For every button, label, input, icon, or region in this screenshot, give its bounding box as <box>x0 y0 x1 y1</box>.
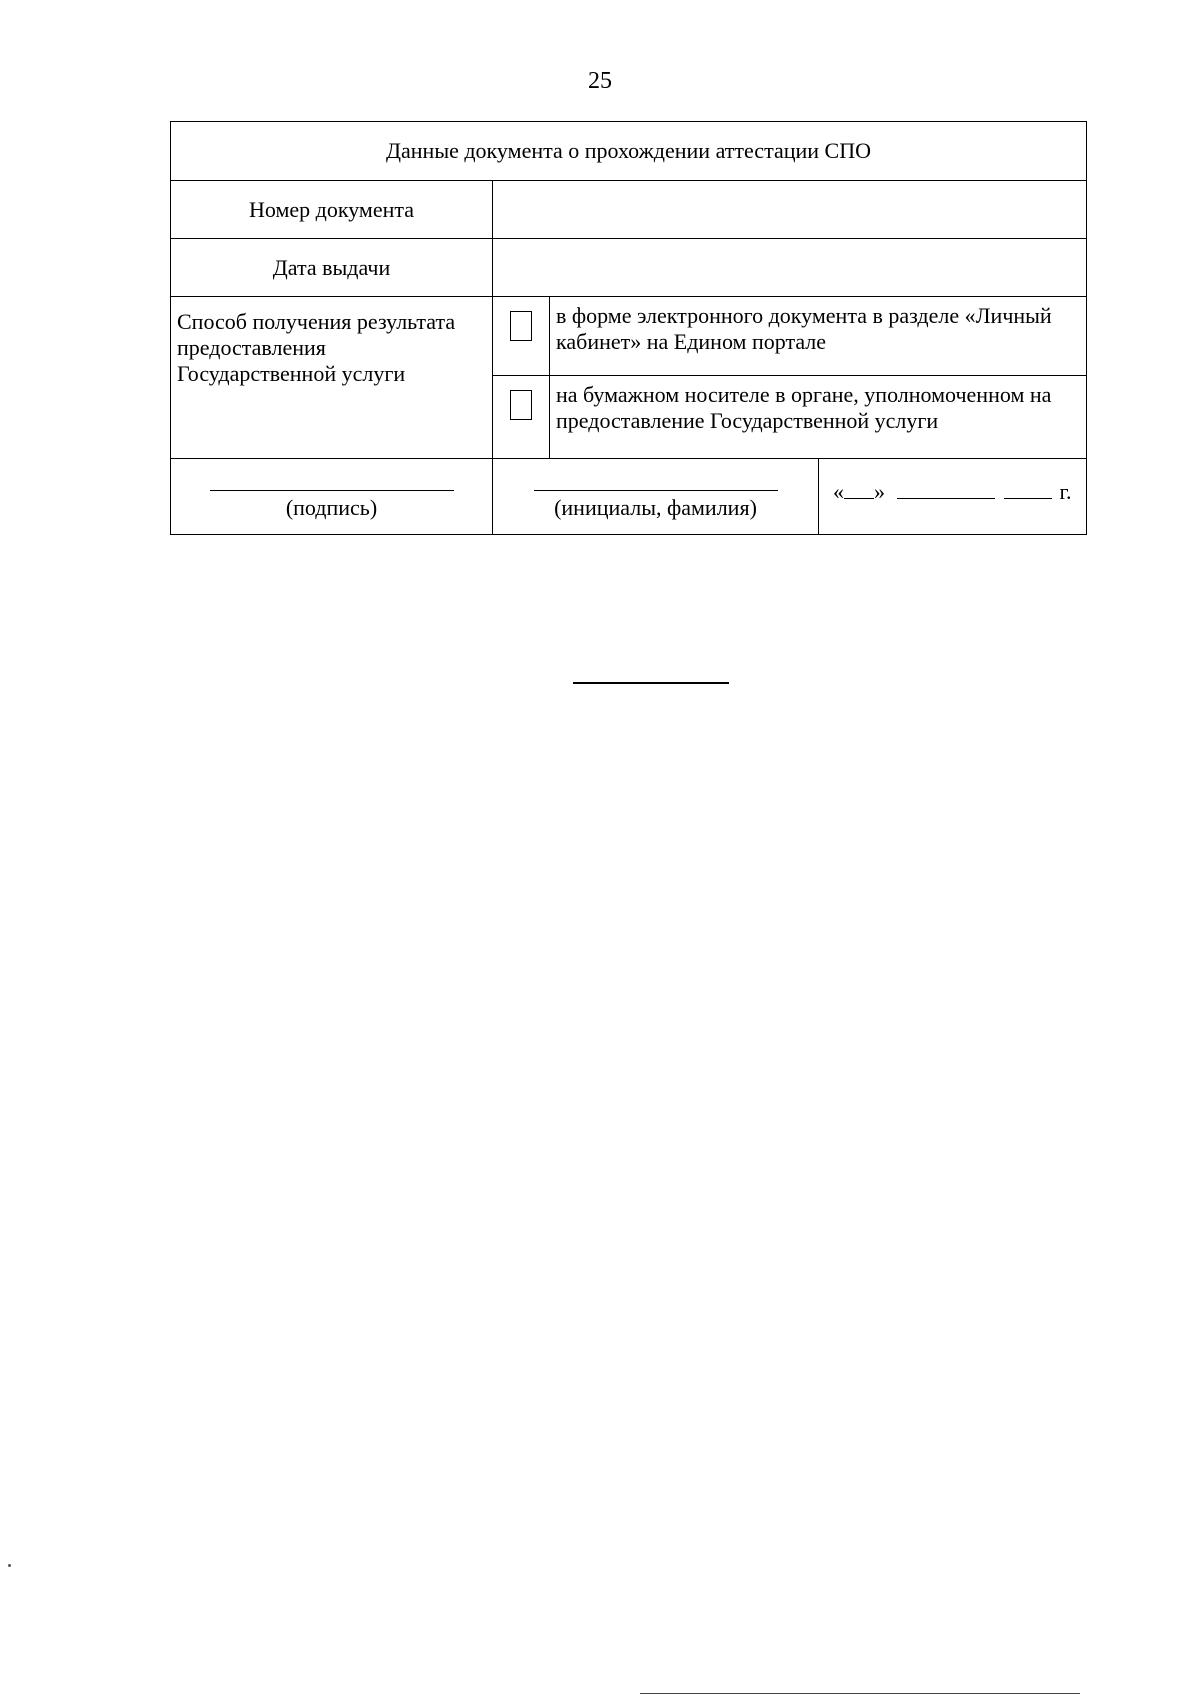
issue-date-field[interactable] <box>493 239 1087 297</box>
document-number-label: Номер документа <box>171 181 493 239</box>
date-close-quote: » <box>874 479 885 504</box>
date-month-blank[interactable] <box>897 480 995 499</box>
document-number-field[interactable] <box>493 181 1087 239</box>
issue-date-label: Дата выдачи <box>171 239 493 297</box>
option-paper-checkbox[interactable] <box>510 390 532 420</box>
form-title: Данные документа о прохождении аттестации СПО <box>171 122 1087 181</box>
date-open-quote: « <box>833 479 844 504</box>
scan-artifact-dot <box>8 1564 11 1567</box>
option-electronic-checkbox-cell <box>493 297 550 376</box>
date-day-blank[interactable] <box>844 480 874 499</box>
date-year-suffix: г. <box>1059 479 1072 504</box>
footer-rule <box>640 1693 1080 1694</box>
option-paper-checkbox-cell <box>493 376 550 459</box>
end-of-section-rule <box>573 682 729 684</box>
page-number: 25 <box>588 68 612 94</box>
date-cell <box>819 459 1087 535</box>
name-line[interactable] <box>534 490 778 491</box>
option-paper-label: на бумажном носителе в органе, уполномоченном на предоставление Государственной услуги <box>550 376 1087 459</box>
option-electronic-label: в форме электронного документа в разделе «Личный кабинет» на Едином портале <box>550 297 1087 376</box>
name-caption: (инициалы, фамилия) <box>554 495 757 520</box>
option-electronic-checkbox[interactable] <box>510 311 532 341</box>
signature-cell <box>171 459 493 535</box>
receipt-method-label: Способ получения результата предоставления Государственной услуги <box>171 297 493 459</box>
signature-caption: (подпись) <box>285 495 378 520</box>
signature-line[interactable] <box>210 490 454 491</box>
date-year-blank[interactable] <box>1004 480 1052 499</box>
attestation-document-form <box>170 121 1087 535</box>
name-cell <box>493 459 819 535</box>
